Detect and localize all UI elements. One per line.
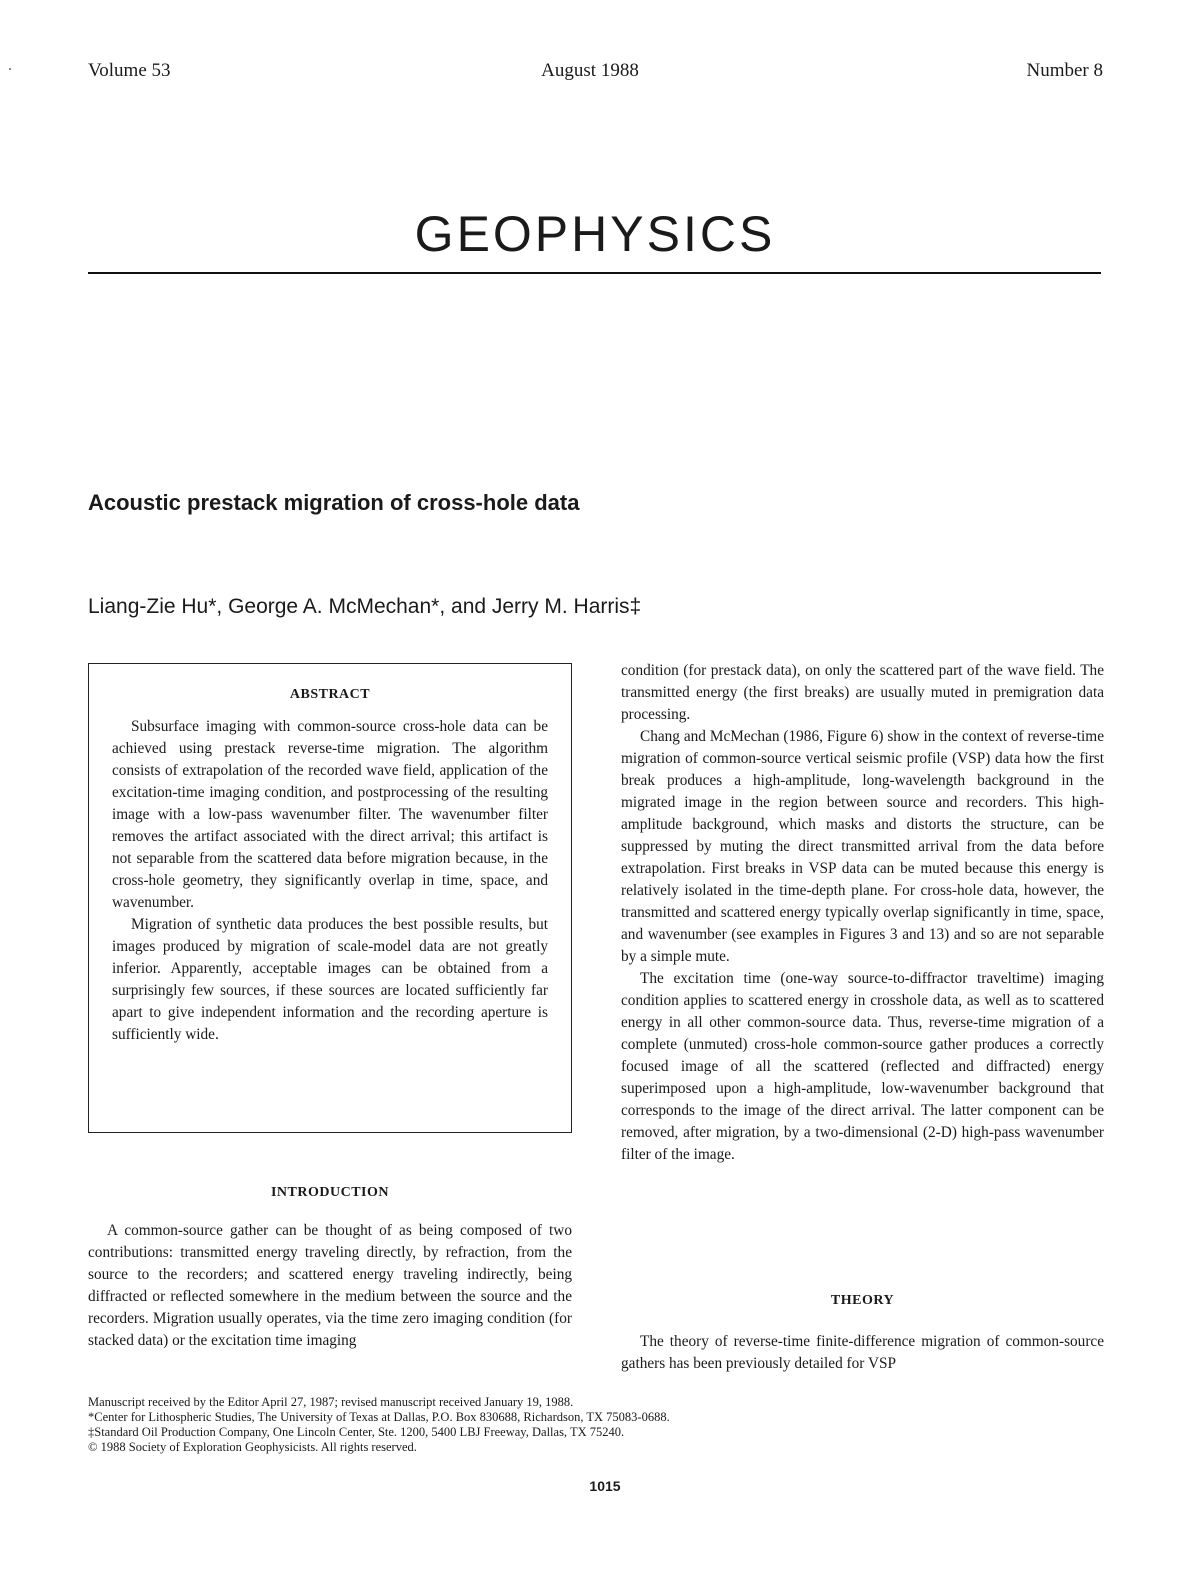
header-number: Number 8 [1026,60,1103,81]
title-rule [88,272,1101,274]
footnote-copyright: © 1988 Society of Exploration Geophysicists. All rights reserved. [88,1440,417,1454]
body-paragraph: Chang and McMechan (1986, Figure 6) show in the context of reverse-time migration of common-source vertical seismic profile (VSP) data how the first break produces a high-amplitude, long-wavelength background in the migrated image in the region between source and recorders. This high-amplitude background, which masks and distorts the structure, can be suppressed by muting the direct transmitted arrival from the data before extrapolation. First breaks in VSP data can be muted because this energy is relatively isolated in the time-depth plane. For cross-hole data, however, the transmitted and scattered energy typically overlap significantly in time, space, and wavenumber (see examples in Figures 3 and 13) and so are not separable by a simple mute. [621,728,1104,965]
right-column-body [621,660,1104,1166]
header-volume: Volume 53 [88,60,171,81]
abstract-paragraph: Migration of synthetic data produces the best possible results, but images produced by migration of scale-model data are not greatly inferior. Apparently, acceptable images can be obtained from a surprisingly few sources, if these sources are located sufficiently far apart to give independent information and the recording aperture is sufficiently wide. [112,916,548,1043]
journal-title: GEOPHYSICS [414,206,776,262]
header-date: August 1988 [541,60,639,81]
footnote-affiliation-1: *Center for Lithospheric Studies, The University of Texas at Dallas, P.O. Box 830688, Richardson, TX 75083-0688. [88,1410,670,1424]
theory-heading: THEORY [830,1293,895,1308]
body-paragraph: condition (for prestack data), on only the scattered part of the wave field. The transmitted energy (the first breaks) are usually muted in premigration data processing. [621,662,1104,723]
theory-paragraph: The theory of reverse-time finite-difference migration of common-source gathers has been previously detailed for VSP [621,1333,1104,1372]
footnote-received: Manuscript received by the Editor April 27, 1987; revised manuscript received January 19, 1988. [88,1395,574,1409]
introduction-paragraph: A common-source gather can be thought of as being composed of two contributions: transmitted energy traveling directly, by refraction, from the source to the recorders; and scattered energy traveling indirectly, being diffracted or reflected somewhere in the medium between the source and the recorders. Migration usually operates, via the time zero imaging condition (for stacked data) or the excitation time imaging [88,1222,572,1349]
abstract-heading: ABSTRACT [289,687,371,702]
abstract-body [112,716,548,1046]
footnotes [88,1395,1101,1455]
page-number: 1015 [589,1478,621,1494]
introduction-body [88,1220,572,1352]
footnote-affiliation-2: ‡Standard Oil Production Company, One Lincoln Center, Ste. 1200, 5400 LBJ Freeway, Dallas, TX 75240. [88,1425,625,1439]
theory-body [621,1331,1104,1375]
article-title: Acoustic prestack migration of cross-hole data [88,490,580,515]
article-authors: Liang-Zie Hu*, George A. McMechan*, and Jerry M. Harris‡ [88,595,642,618]
body-paragraph: The excitation time (one-way source-to-diffractor traveltime) imaging condition applies to scattered energy in crosshole data, as well as to scattered energy in all other common-source data. Thus, reverse-time migration of a complete (unmuted) cross-hole common-source gather produces a correctly focused image of all the scattered (reflected and diffracted) energy superimposed upon a high-amplitude, low-wavenumber background that corresponds to the image of the direct arrival. The latter component can be removed, after migration, by a two-dimensional (2-D) high-pass wavenumber filter of the image. [621,970,1104,1163]
introduction-heading: INTRODUCTION [270,1185,389,1200]
abstract-paragraph: Subsurface imaging with common-source cross-hole data can be achieved using prestack reverse-time migration. The algorithm consists of extrapolation of the recorded wave field, application of the excitation-time imaging condition, and postprocessing of the resulting image with a low-pass wavenumber filter. The wavenumber filter removes the artifact associated with the direct arrival; this artifact is not separable from the scattered data before migration because, in the cross-hole geometry, they significantly overlap in time, space, and wavenumber. [112,718,548,911]
